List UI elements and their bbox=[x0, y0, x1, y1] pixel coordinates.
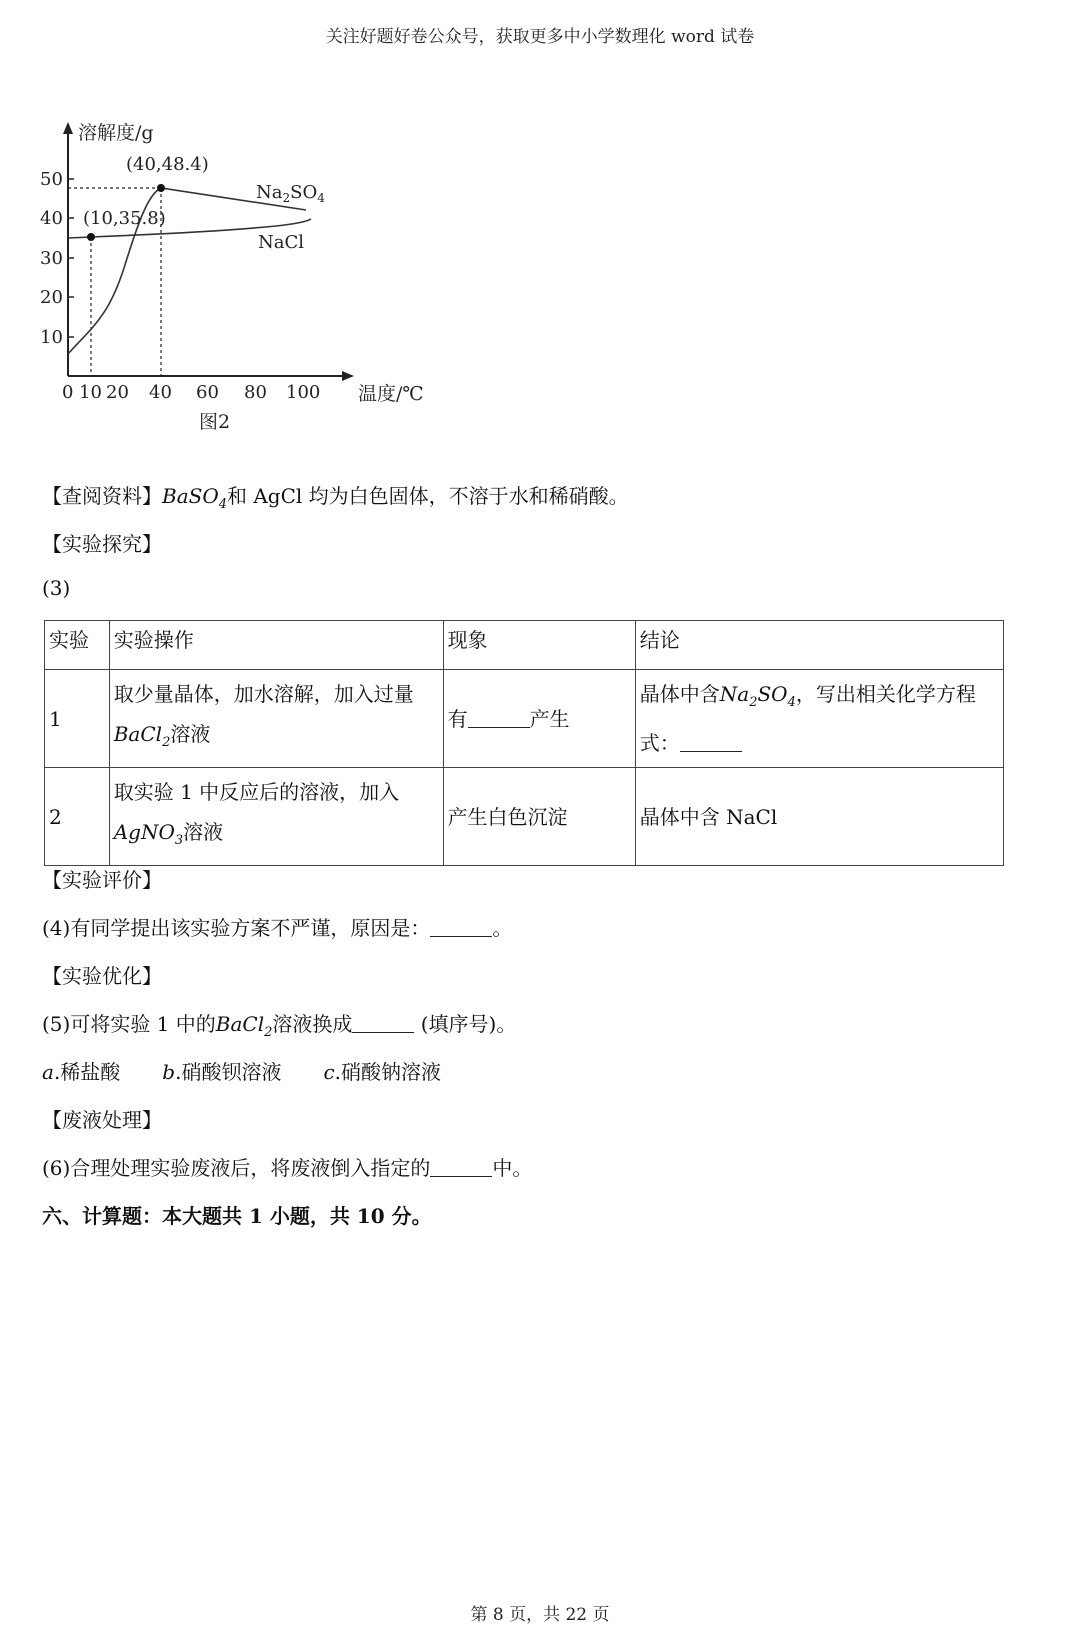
row2-operation: 取实验 1 中反应后的溶液，加入 AgNO$_3$溶液 bbox=[109, 768, 443, 866]
na2so4-label: $Na_2SO_4$ bbox=[256, 182, 325, 205]
row2-conclusion: 晶体中含 NaCl bbox=[635, 768, 1003, 866]
experiment-table bbox=[44, 620, 1004, 866]
x-tick-100: 100 bbox=[286, 382, 321, 403]
point-b-label: (10,35.8) bbox=[83, 208, 166, 229]
section-waste: 【废液处理】 bbox=[42, 1108, 162, 1132]
row1-num: 1 bbox=[45, 670, 110, 768]
nacl-label: NaCl bbox=[258, 232, 305, 253]
q5-line: (5)可将实验 1 中的BaCl$_2$溶液换成 (填序号)。 bbox=[42, 1012, 517, 1040]
header-cell: 现象 bbox=[443, 621, 635, 670]
x-tick-60: 60 bbox=[196, 382, 219, 403]
answer-blank bbox=[430, 1158, 492, 1177]
figure-caption: 图2 bbox=[199, 411, 231, 433]
option-b: b.硝酸钡溶液 bbox=[162, 1060, 282, 1084]
row2-num: 2 bbox=[45, 768, 110, 866]
answer-blank bbox=[430, 918, 492, 937]
q6-line: (6)合理处理实验废液后，将废液倒入指定的 中。 bbox=[42, 1156, 533, 1180]
y-axis-arrow bbox=[63, 122, 73, 134]
section-6-heading: 六、计算题：本大题共 1 小题，共 10 分。 bbox=[42, 1204, 432, 1228]
row1-conclusion: 晶体中含$Na_2SO_4$，写出相关化学方程 式： bbox=[635, 670, 1003, 768]
options-line bbox=[42, 1056, 483, 1085]
y-axis-label: 溶解度/g bbox=[78, 122, 154, 144]
option-c: c.硝酸钠溶液 bbox=[323, 1060, 442, 1084]
answer-blank bbox=[352, 1014, 414, 1033]
section-eval: 【实验评价】 bbox=[42, 868, 162, 892]
table-header-row bbox=[45, 621, 1004, 670]
x-tick-20: 20 bbox=[106, 382, 129, 403]
q4-line: (4)有同学提出该实验方案不严谨，原因是： 。 bbox=[42, 916, 513, 940]
y-tick-50: 50 bbox=[40, 169, 63, 190]
reference-line: 【查阅资料】BaSO$_4$和 AgCl 均为白色固体，不溶于水和稀硝酸。 bbox=[42, 484, 629, 512]
x-axis-label: 温度/℃ bbox=[358, 383, 424, 405]
header-cell: 实验 bbox=[45, 621, 110, 670]
point-40-48-4 bbox=[157, 184, 165, 192]
solubility-curve-svg bbox=[36, 118, 436, 468]
x-tick-80: 80 bbox=[244, 382, 267, 403]
x-tick-10: 10 bbox=[79, 382, 102, 403]
page-footer: 第 8 页，共 22 页 bbox=[470, 1605, 610, 1625]
header-cell: 结论 bbox=[635, 621, 1003, 670]
y-tick-10: 10 bbox=[40, 327, 63, 348]
page-header: 关注好题好卷公众号，获取更多中小学数理化 word 试卷 bbox=[325, 27, 755, 47]
row2-phenomenon: 产生白色沉淀 bbox=[443, 768, 635, 866]
table-row bbox=[45, 768, 1004, 866]
x-axis-arrow bbox=[342, 371, 354, 381]
section-explore: 【实验探究】 bbox=[42, 532, 162, 556]
answer-blank bbox=[680, 733, 742, 752]
y-tick-30: 30 bbox=[40, 248, 63, 269]
table-row bbox=[45, 670, 1004, 768]
x-tick-0: 0 bbox=[62, 382, 74, 403]
q3-label: (3) bbox=[42, 576, 71, 600]
header-cell: 实验操作 bbox=[109, 621, 443, 670]
point-10-35-8 bbox=[87, 233, 95, 241]
section-optimize: 【实验优化】 bbox=[42, 964, 162, 988]
row1-operation: 取少量晶体，加水溶解，加入过量 BaCl$_2$溶液 bbox=[109, 670, 443, 768]
baso4-formula: BaSO$_4$ bbox=[162, 484, 227, 512]
solubility-figure bbox=[36, 118, 436, 468]
point-a-label: (40,48.4) bbox=[126, 154, 209, 175]
x-tick-40: 40 bbox=[149, 382, 172, 403]
y-tick-20: 20 bbox=[40, 287, 63, 308]
row1-phenomenon: 有 产生 bbox=[443, 670, 635, 768]
y-tick-40: 40 bbox=[40, 208, 63, 229]
option-a: a.稀盐酸 bbox=[42, 1060, 121, 1084]
answer-blank bbox=[468, 709, 530, 728]
